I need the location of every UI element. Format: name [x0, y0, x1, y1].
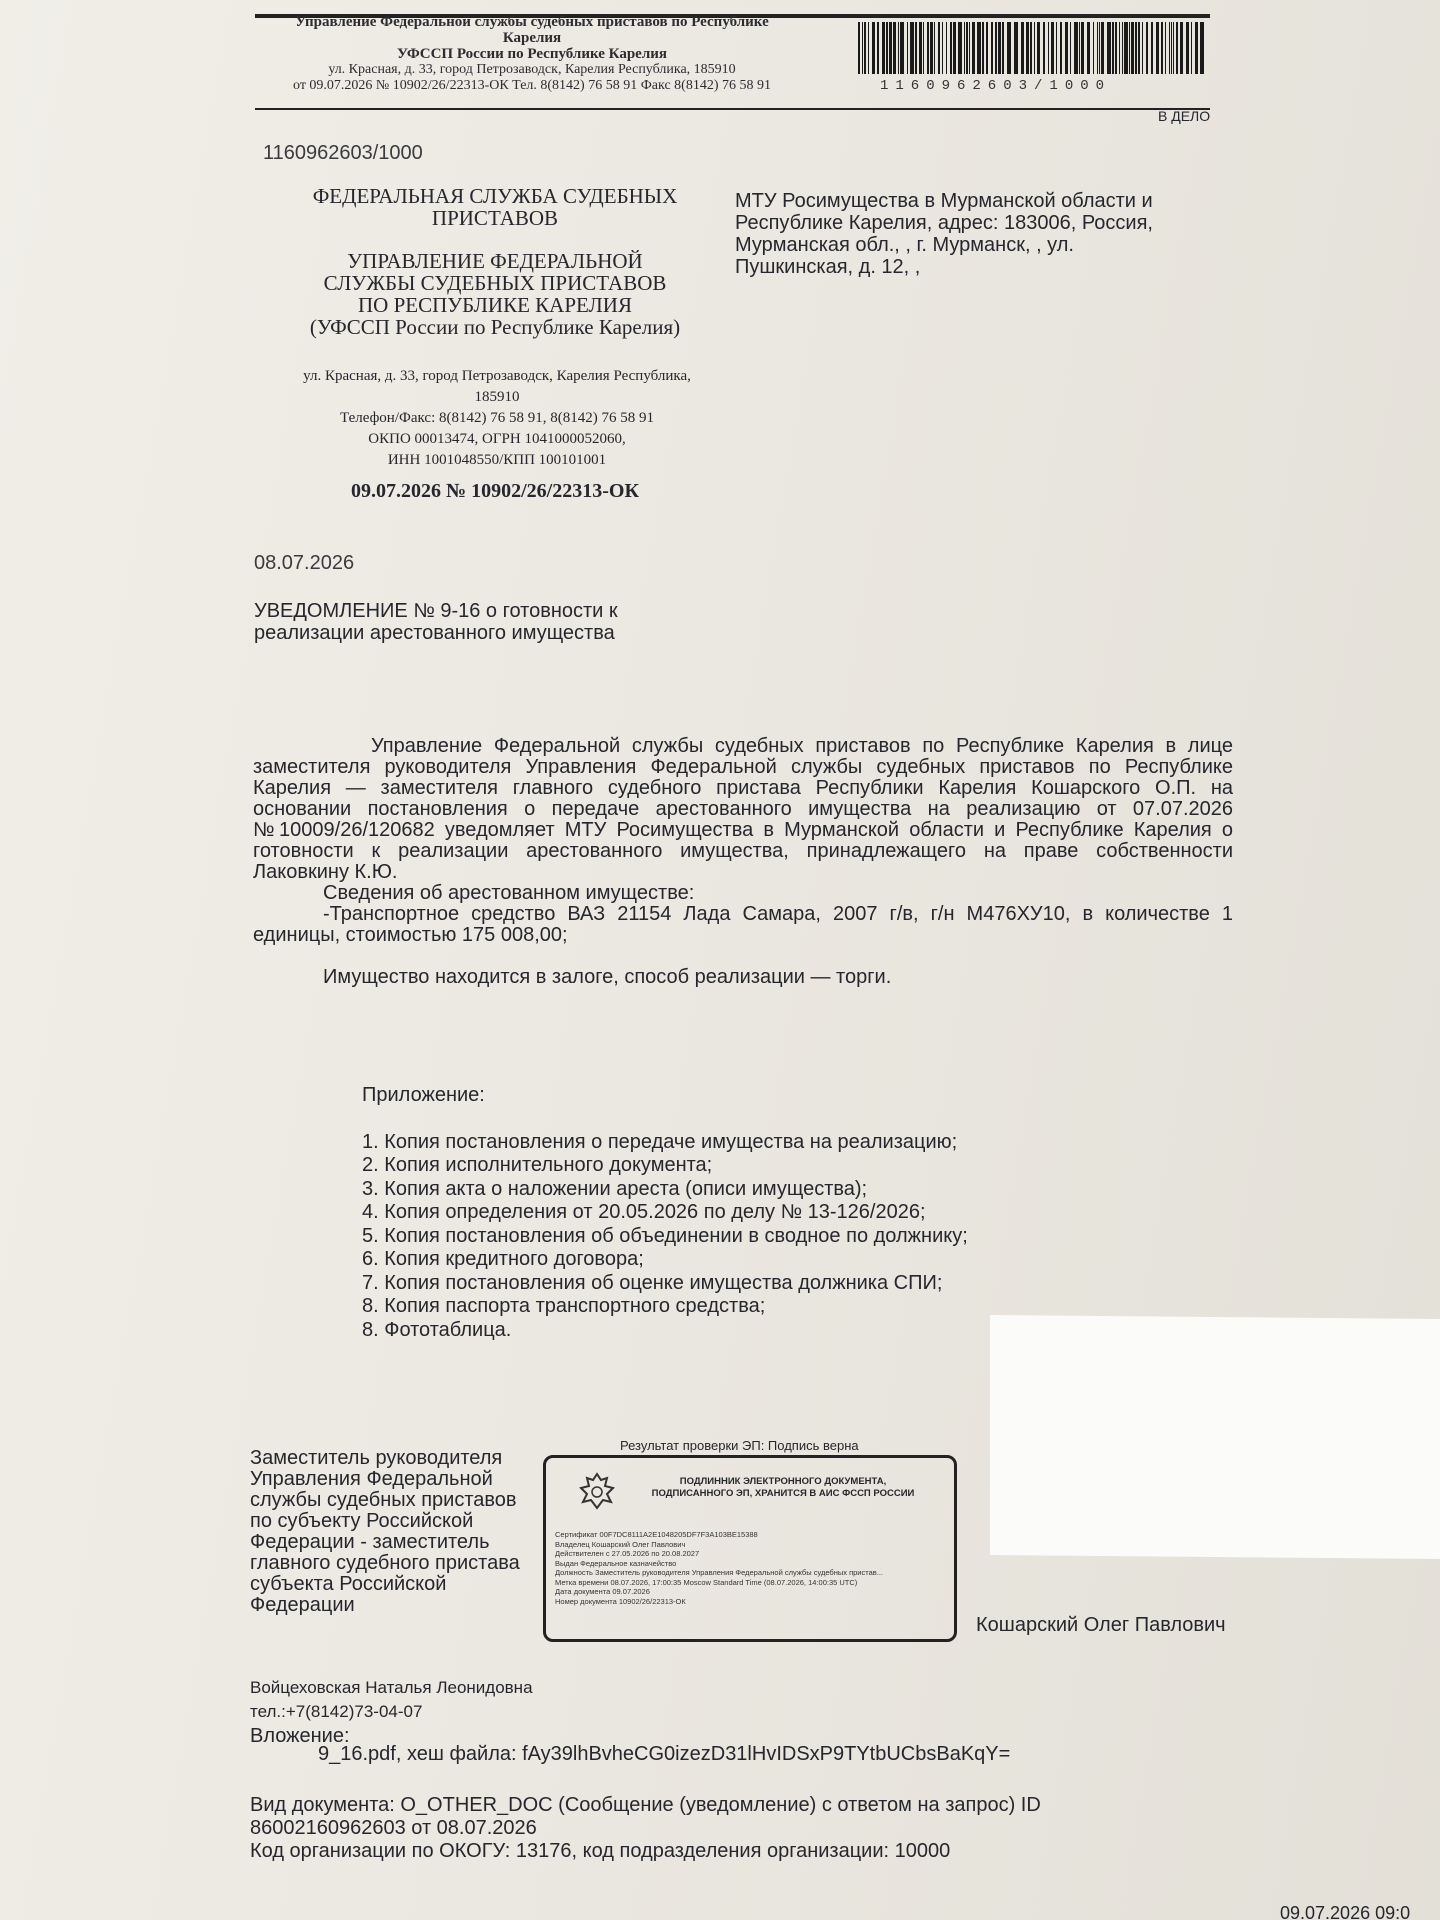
signer-position-line: субъекта Российской: [250, 1573, 447, 1595]
stamp-line-4: ул. Красная, д. 33, город Петрозаводск, Карелия Республика, 185910: [328, 62, 736, 77]
body-paragraph-1: Управление Федеральной службы судебных приставов по Республике Карелия в лице заместителя руководителя Управления Федеральной службы судебных приставов по Республике Карелия — заместителя главного судебного пристава Республики Карелия Кошарского О.П. на основании постановления о передаче арестованного имущества на реализацию от 07.07.2026 №10009/26/120682 уведомляет МТУ Росимущества в Мурманской области и Республике Карелия о готовности к реализации арестованного имущества, принадлежащего на праве собственности Лаковкину К.Ю.: [253, 735, 1233, 883]
barcode-image: [858, 22, 1206, 74]
body-text: [253, 736, 1233, 988]
ep-check-result: Результат проверки ЭП: Подпись верна: [620, 1438, 859, 1453]
signer-position-line: главного судебного пристава: [250, 1552, 520, 1574]
stamp-line-2: Карелия: [502, 30, 562, 46]
sender-addr-line-3: Телефон/Факс: 8(8142) 76 58 91, 8(8142) 76 58 91: [340, 410, 654, 426]
executor-phone: тел.:+7(8142)73-04-07: [250, 1702, 423, 1721]
ep-detail-line: Должность Заместитель руководителя Управления Федеральной службы судебных пристав...: [555, 1568, 884, 1577]
sender-addr-line-5: ИНН 1001048550/КПП 100101001: [387, 452, 607, 468]
outgoing-number: 09.07.2026 № 10902/26/22313-ОК: [351, 480, 639, 502]
signer-position-line: Федерации: [250, 1594, 355, 1616]
recipient-line-3: Мурманская обл., , г. Мурманск, , ул.: [735, 234, 1074, 256]
signer-position-line: по субъекту Российской: [250, 1510, 474, 1532]
list-item: 1. Копия постановления о передаче имущества на реализацию;: [362, 1130, 958, 1153]
signer-position: [250, 1448, 545, 1616]
sender-org-line-2: ПРИСТАВОВ: [431, 206, 559, 230]
body-paragraph-4: Имущество находится в залоге, способ реализации — торги.: [323, 966, 892, 988]
body-paragraph-3: -Транспортное средство ВАЗ 21154 Лада Самара, 2007 г/в, г/н М476ХУ10, в количестве 1 единицы, стоимостью 175 008,00;: [253, 903, 1233, 946]
sender-org: [270, 185, 720, 229]
appendix-heading: Приложение:: [362, 1084, 485, 1106]
appendix-list: [362, 1131, 968, 1343]
sender-department: [270, 250, 720, 338]
document-title: [254, 600, 694, 644]
sender-addr-line-4: ОКПО 00013474, ОГРН 1041000052060,: [368, 431, 626, 447]
executor-block: [250, 1676, 533, 1724]
stamp-line-5: от 09.07.2026 № 10902/26/22313-ОК Тел. 8(8142) 76 58 91 Факс 8(8142) 76 58 91: [293, 78, 771, 93]
ep-detail-line: Сертификат 00F7DC8111A2E1048205DF7F3A103BE15388: [555, 1530, 758, 1539]
sender-addr-line-1: ул. Красная, д. 33, город Петрозаводск, Карелия Республика,: [303, 368, 691, 384]
signer-position-line: Федерации - заместитель: [250, 1531, 490, 1553]
signer-name: Кошарский Олег Павлович: [976, 1614, 1226, 1636]
stamp-line-3: УФССП России по Республике Карелия: [396, 46, 667, 62]
list-item: 8. Фототаблица.: [362, 1318, 512, 1341]
header-stamp-text: [262, 14, 802, 94]
list-item: 4. Копия определения от 20.05.2026 по делу № 13-126/2026;: [362, 1201, 926, 1223]
doc-info-line-1: Вид документа: O_OTHER_DOC (Сообщение (уведомление) с ответом на запрос) ID: [250, 1794, 1041, 1816]
list-item: 3. Копия акта о наложении ареста (описи имущества);: [362, 1177, 868, 1200]
doc-info-line-3: Код организации по ОКОГУ: 13176, код подразделения организации: 10000: [250, 1840, 951, 1862]
title-line-1: УВЕДОМЛЕНИЕ № 9-16 о готовности к: [254, 600, 618, 622]
document-info: [250, 1794, 1230, 1863]
recipient-line-1: МТУ Росимущества в Мурманской области и: [735, 190, 1153, 212]
attachment-label: Вложение:: [250, 1725, 350, 1747]
stamp-line-1: Управление Федеральной службы судебных приставов по Республике: [295, 14, 769, 30]
v-delo-mark: В ДЕЛО: [1158, 108, 1211, 124]
list-item: 5. Копия постановления об объединении в сводное по должнику;: [362, 1224, 968, 1247]
ep-head-line-2: ПОДПИСАННОГО ЭП, ХРАНИТСЯ В АИС ФССП РОССИИ: [651, 1488, 915, 1499]
ep-detail-line: Владелец Кошарский Олег Павлович: [555, 1539, 686, 1549]
sender-dept-line-1: УПРАВЛЕНИЕ ФЕДЕРАЛЬНОЙ: [347, 249, 643, 273]
list-item: 6. Копия кредитного договора;: [362, 1248, 644, 1270]
ep-stamp-details: [555, 1530, 945, 1606]
signer-position-line: Управления Федеральной: [250, 1468, 493, 1490]
document-date: 08.07.2026: [254, 552, 355, 574]
ep-detail-line: Номер документа 10902/26/22313-ОК: [555, 1596, 686, 1606]
sender-address: [262, 366, 732, 471]
body-paragraph-2: Сведения об арестованном имуществе:: [323, 882, 695, 904]
signer-position-line: Заместитель руководителя: [250, 1447, 503, 1469]
ep-detail-line: Выдан Федеральное казначейство: [555, 1558, 677, 1568]
signer-position-line: службы судебных приставов: [250, 1489, 517, 1511]
paper-patch: [990, 1315, 1440, 1559]
list-item: 7. Копия постановления об оценке имущества должника СПИ;: [362, 1271, 943, 1294]
ep-detail-line: Действителен с 27.05.2026 по 20.08.2027: [555, 1549, 700, 1558]
barcode-number: 1160962603/1000: [880, 78, 1112, 94]
appendix-block: [362, 1084, 968, 1342]
sender-dept-line-3: ПО РЕСПУБЛИКЕ КАРЕЛИЯ: [358, 293, 632, 317]
sender-dept-line-2: СЛУЖБЫ СУДЕБНЫХ ПРИСТАВОВ: [323, 271, 667, 295]
registration-number: 1160962603/1000: [263, 142, 423, 164]
doc-info-line-2: 86002160962603 от 08.07.2026: [250, 1817, 537, 1839]
ep-stamp-heading: [628, 1476, 938, 1500]
list-item: 8. Копия паспорта транспортного средства;: [362, 1295, 766, 1317]
executor-name: Войцеховская Наталья Леонидовна: [250, 1678, 533, 1697]
ep-head-line-1: ПОДЛИННИК ЭЛЕКТРОННОГО ДОКУМЕНТА,: [679, 1476, 887, 1487]
recipient-line-4: Пушкинская, д. 12, ,: [735, 256, 921, 278]
sender-dept-line-4: (УФССП России по Республике Карелия): [309, 315, 681, 339]
recipient-block: [735, 190, 1205, 278]
list-item: 2. Копия исполнительного документа;: [362, 1154, 713, 1176]
recipient-line-2: Республике Карелия, адрес: 183006, Россия,: [735, 212, 1153, 234]
sender-org-line-1: ФЕДЕРАЛЬНАЯ СЛУЖБА СУДЕБНЫХ: [312, 184, 678, 208]
ep-detail-line: Дата документа 09.07.2026: [555, 1587, 650, 1596]
ep-detail-line: Метка времени 08.07.2026, 17:00:35 Moscow Standard Time (08.07.2026, 14:00:35 UTC): [555, 1577, 858, 1587]
eagle-emblem-icon: [573, 1468, 621, 1516]
footer-date: 09.07.2026 09:0: [1280, 1903, 1411, 1920]
title-line-2: реализации арестованного имущества: [254, 622, 615, 644]
sender-addr-line-2: 185910: [474, 389, 520, 405]
attachment-file: 9_16.pdf, хеш файла: fAy39lhBvheCG0izezD31lHvIDSxP9TYtbUCbsBaKqY=: [318, 1743, 1011, 1765]
